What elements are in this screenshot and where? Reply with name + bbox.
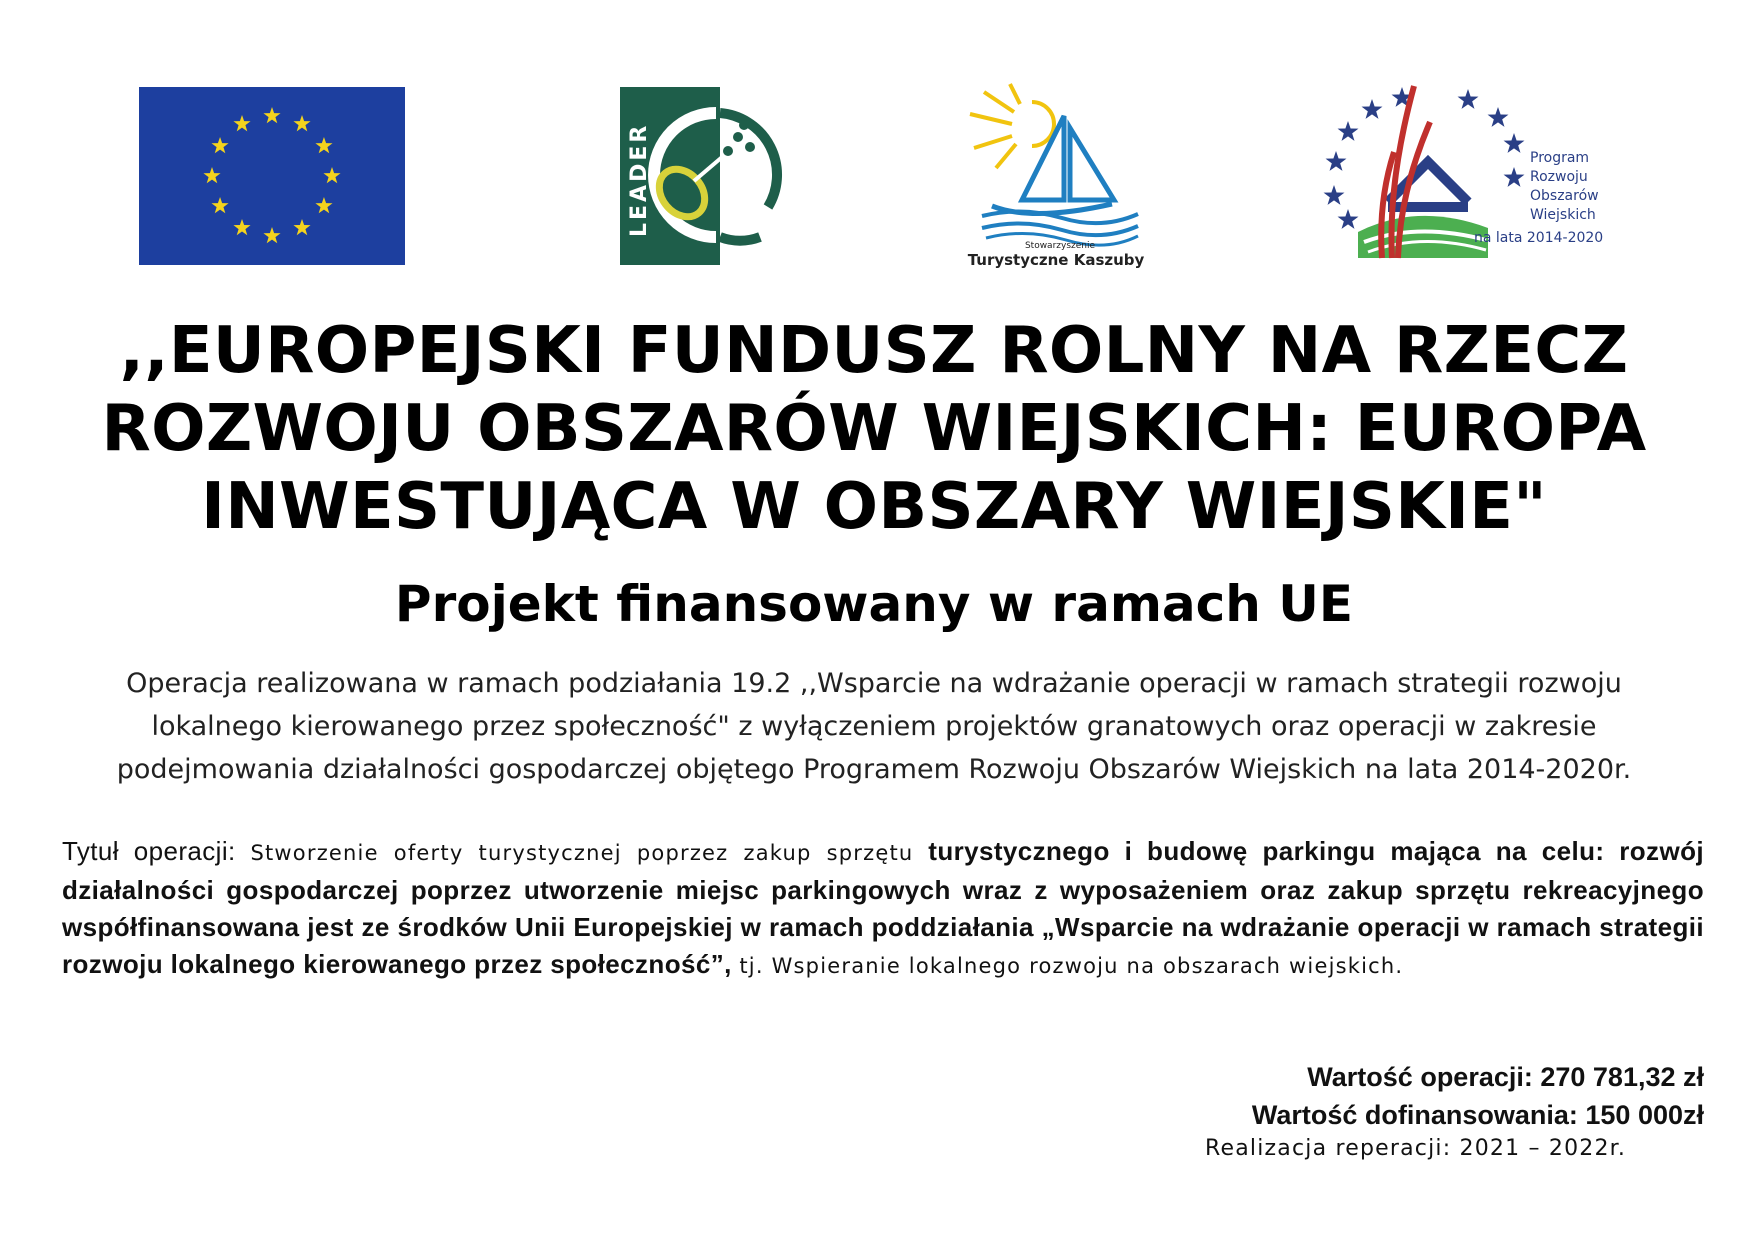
- operation-title-part-1: Stworzenie oferty turystycznej poprzez zakup sprzętu: [250, 841, 914, 865]
- cofinancing-value: Wartość dofinansowania: 150 000zł: [1251, 1100, 1704, 1130]
- prow-star-icon: [1504, 167, 1525, 187]
- subtitle: Projekt finansowany w ramach UE: [394, 575, 1354, 633]
- prow-line-3: Obszarów: [1530, 188, 1599, 204]
- prow-line-1: Program: [1530, 150, 1590, 166]
- leader-text: LEADER: [627, 122, 652, 237]
- turystyczne-kaszuby-logo: [962, 82, 1150, 268]
- prow-star-icon: [1488, 107, 1509, 127]
- values-block: [1252, 1058, 1704, 1134]
- title-line-1: ,,EUROPEJSKI FUNDUSZ ROLNY NA RZECZ: [119, 314, 1629, 388]
- title-line-3: INWESTUJĄCA W OBSZARY WIEJSKIE": [201, 470, 1547, 544]
- kaszuby-caption-small: Stowarzyszenie: [1024, 241, 1096, 251]
- main-title: [60, 312, 1688, 546]
- realization-period: Realizacja reperacji: 2021 – 2022r.: [1205, 1136, 1627, 1161]
- description-line-1: Operacja realizowana w ramach podziałania 19.2 ,,Wsparcie na wdrażanie operacji w ramach strategii rozwoju: [126, 668, 1622, 699]
- prow-star-icon: [1338, 209, 1359, 229]
- prow-2014-2020-logo: [1318, 82, 1614, 272]
- prow-line-4: Wiejskich: [1530, 207, 1596, 223]
- operation-value: Wartość operacji: 270 781,32 zł: [1307, 1062, 1704, 1092]
- prow-star-icon: [1504, 133, 1525, 153]
- prow-star-icon: [1458, 89, 1479, 109]
- kaszuby-caption-large: Turystyczne Kaszuby: [967, 251, 1145, 268]
- operation-title-part-3: tj. Wspieranie lokalnego rozwoju na obszarach wiejskich.: [739, 954, 1404, 978]
- eu-flag-logo: [139, 87, 405, 265]
- prow-star-icon: [1324, 185, 1345, 205]
- description-line-3: podejmowania działalności gospodarczej objętego Programem Rozwoju Obszarów Wiejskich na lata 2014-2020r.: [116, 754, 1632, 785]
- operation-title-part-2: turystycznego i budowę parkingu mająca na celu: rozwój działalności gospodarczej poprzez utworzenie miejsc parkingowych wraz z wyposażeniem oraz zakup sprzętu rekreacyjnego współfinansowana jest ze środków Unii Europejskiej w ramach poddziałania „Wsparcie na wdrażanie operacji w ramach strategii rozwoju lokalnego kierowanego przez społeczność”,: [62, 836, 1704, 979]
- leader-logo: [620, 87, 800, 265]
- prow-line-2: Rozwoju: [1530, 169, 1588, 185]
- title-line-2: ROZWOJU OBSZARÓW WIEJSKICH: EUROPA: [101, 392, 1647, 466]
- operation-description: [40, 662, 1708, 791]
- prow-line-5: na lata 2014-2020: [1474, 230, 1604, 246]
- operation-title-label: Tytuł operacji:: [62, 836, 236, 866]
- description-line-2: lokalnego kierowanego przez społeczność" z wyłączeniem projektów granatowych oraz operacji w zakresie: [151, 711, 1597, 742]
- prow-star-icon: [1338, 121, 1359, 141]
- prow-star-icon: [1362, 99, 1383, 119]
- prow-star-icon: [1326, 151, 1347, 171]
- operation-title-paragraph: [62, 833, 1704, 985]
